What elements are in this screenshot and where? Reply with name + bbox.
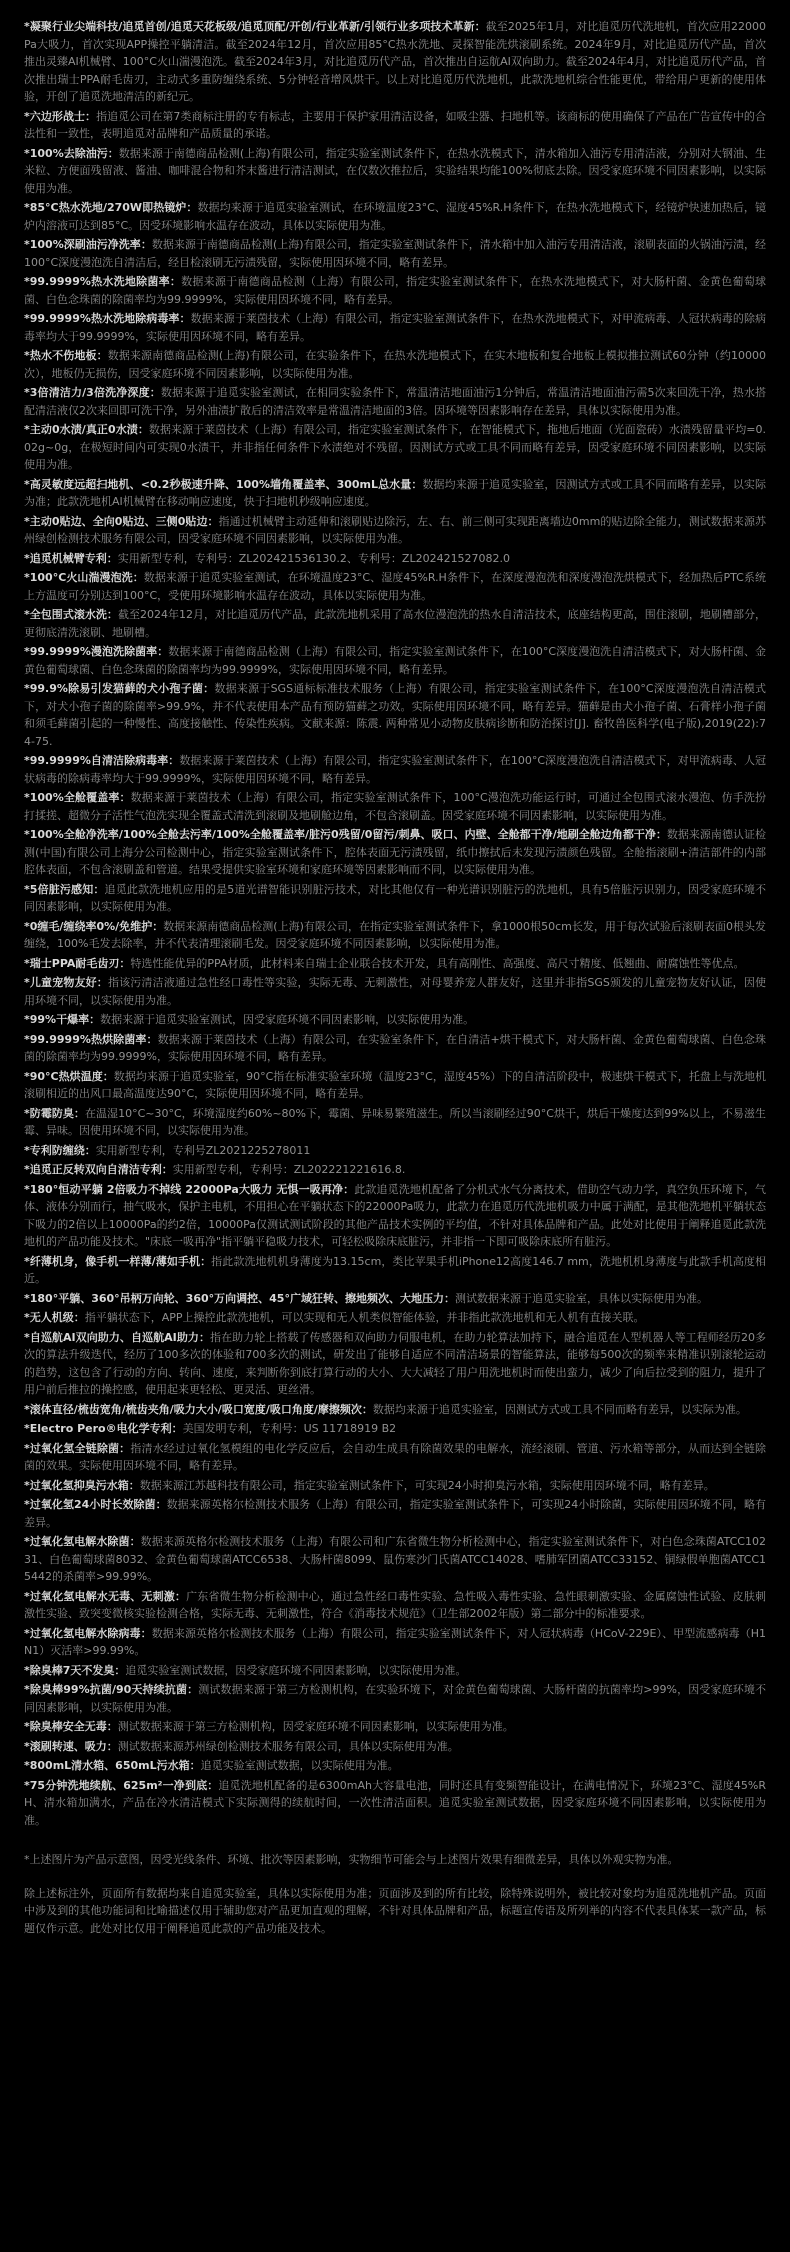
footnote-term: *3倍清洁力/3倍洗净深度： (24, 386, 161, 399)
footnote-item (24, 569, 766, 604)
footnote-term: *Electro Pero®电化学专利： (24, 1422, 183, 1435)
footnote-text: 数据来源于南德商品检测(上海)有限公司，指定实验室测试条件下，在热水洗模式下，清水箱加入油污专用清洁液，分别对大钢油、生米粒、方便面残留液、酱油、咖啡混合物和芥末酱进行清洁测试，在仅数次推拉后，实验结果均能100%彻底去除。因受家庭环境不同因素影响，以实际使用为准。 (24, 146, 766, 195)
footnote-text: 指追觅公司在第7类商标注册的专有标志，主要用于保护家用清洁设备，如吸尘器、扫地机等。该商标的使用确保了产品在广告宣传中的合法性和一致性，表明追觅对品牌和产品质量的承诺。 (24, 109, 766, 140)
footnote-term: *5倍脏污感知： (24, 882, 105, 896)
image-disclaimer: *上述图片为产品示意图，因受光线条件、环境、批次等因素影响，实物细节可能会与上述图片效果有细微差异，具体以外观实物为准。 (24, 1853, 679, 1866)
footnote-text: 数据均来源于追觅实验室，因测试方式或工具不同而略有差异，以实际为准。 (372, 1402, 747, 1416)
footnote-item (24, 1662, 766, 1680)
footnote-text: 截至2024年12月，对比追觅历代产品，此款洗地机采用了高水位漫泡洗的热水自清洁技术，底座结构更高，围住滚刷，地刷槽部分，更彻底清洗滚刷、地刷槽。 (24, 608, 766, 639)
footnote-term: *除臭棒7天不发臭： (24, 1663, 126, 1677)
footnote-text: 实用新型专利，专利号ZL2021225278011 (95, 1143, 311, 1157)
footnote-item (24, 1718, 766, 1736)
footnote-text: 数据来源于南德商品检测(上海)有限公司，指定实验室测试条件下，清水箱中加入油污专用清洁液，滚刷表面的火锅油污渍，经100°C深度漫泡洗自清洁后，经目检滚刷无污渍残留，实际使用因环境不同，略有差异。 (24, 238, 766, 269)
footnote-text: 指该污清洁液通过急性经口毒性等实验，实际无毒、无刺激性，对母婴养宠人群友好，这里并非指SGS颁发的儿童宠物友好认证，因使用环境不同，以实际使用为准。 (24, 976, 766, 1007)
footnote-item (24, 18, 766, 106)
footnote-text: 追觅实验室测试数据，以实际使用为准。 (200, 1759, 399, 1772)
footnote-item (24, 108, 766, 143)
footnote-term: *追觅机械臂专利： (24, 551, 118, 565)
footnote-item (24, 974, 766, 1009)
footnote-item (24, 1181, 766, 1251)
footnote-item (24, 881, 766, 916)
footnote-term: *主动0贴边、全向0贴边、三侧0贴边： (24, 514, 219, 528)
footnote-term: *100%全舱净洗率/100%全舱去污率/100%全舱覆盖率/脏污0残留/0留污/刺鼻、吸口、内壁、全舱都干净/地刷全舱边角都干净： (24, 828, 667, 841)
footnote-text: 截至2025年1月，对比追觅历代洗地机，首次应用22000Pa大吸力，首次实现APP操控平躺清洁。截至2024年12月，首次应用85°C热水洗地、灵探智能洗烘滚刷系统。2024年9月，对比追觅历代产品，首次推出灵臻AI机械臂、100°C火山湍漫泡洗。截至2024年3月，对比追觅历代产品，首次推出自运航AI双向助力。截至2024年4月，对比追觅历代产品，首次推出瑞士PPA耐毛齿刃，主动式多重防缠绕系统、5分钟轻音增风烘干。以上对比追觅历代洗地机，此款洗地机综合性能更优，带给用户更新的使用体验，开创了追觅洗地清洁的新纪元。 (24, 20, 767, 103)
footnote-text: 数据来源于追觅实验室测试，因受家庭环境不同因素影响，以实际使用为准。 (100, 1013, 475, 1026)
data-source-note: 除上述标注外，页面所有数据均来自追觅实验室，具体以实际使用为准；页面涉及到的所有比较，除特殊说明外，被比较对象均为追觅洗地机产品。页面中涉及到的其他功能词和比喻描述仅用于辅助您对产品更加直观的理解，不针对具体品牌和产品，标题宣传语及所列举的内容不代表具体某一款产品，标题仅作示意。此处对比仅用于阐释追觅此款的产品功能及技术。 (24, 1886, 766, 1935)
footnote-item (24, 1625, 766, 1660)
footnote-text: 数据来源南德商品检测(上海)有限公司，在指定实验室测试条件下，拿1000根50cm长发，用于每次试验后滚刷表面0根头发缠绕，100%毛发去除率，并不代表清理滚刷毛发。因受家庭环境不同因素影响，以实际使用为准。 (24, 919, 766, 950)
footnote-text: 特选性能优异的PPA材质，此材料来自瑞士企业联合技术开发，具有高刚性、高强度、高尺寸精度、低翘曲、耐腐蚀性等优点。 (130, 956, 745, 970)
footnote-text: 数据均来源于追觅实验室，因测试方式或工具不同而略有差异，以实际为准；此款洗地机AI机械臂在移动响应速度，快于扫地机秒级响应速度。 (24, 477, 766, 508)
footnote-text: 数据来源英格尔检测技术服务（上海）有限公司和广东省微生物分析检测中心，指定实验室测试条件下，对白色念珠菌ATCC10231、白色葡萄球菌8032、金黄色葡萄球菌ATCC6538、大肠杆菌8099、鼠伤寒沙门氏菌ATCC14028、嗜肺军团菌ATCC33152、铜绿假单胞菌ATCC15442的杀菌率>99.99%。 (24, 1535, 766, 1583)
footnote-term: *凝聚行业尖端科技/追觅首创/追觅天花板级/追觅顶配/开创/行业革新/引领行业多项技术革新： (24, 20, 486, 33)
footnote-term: *过氧化氢电解水无毒、无刺激： (24, 1589, 187, 1603)
footnote-text: 美国发明专利，专利号：US 11718919 B2 (182, 1422, 397, 1435)
footnote-term: *99.9999%热烘除菌率： (24, 1032, 158, 1046)
footnote-item (24, 955, 766, 973)
footnote-item (24, 1309, 766, 1327)
footnote-text: 追觅洗地机配备的是6300mAh大容量电池，同时还具有变频智能设计，在满电情况下，环境23°C、湿度45%RH、清水箱加满水，产品在冷水清洁模式下实际测得的续航时间，一次性清洁面积。追觅实验室测试数据，因受家庭环境不同因素影响，以实际使用为准。 (24, 1778, 766, 1827)
footnote-term: *过氧化氢电解水除菌： (24, 1535, 141, 1548)
footnote-item (24, 1401, 766, 1419)
page-footer (24, 1851, 766, 1937)
footnote-term: *无人机级： (24, 1311, 85, 1324)
footnote-text: 追觅实验室测试数据，因受家庭环境不同因素影响，以实际使用为准。 (125, 1663, 467, 1677)
footnote-term: *过氧化氢全链除菌： (24, 1441, 131, 1455)
footnote-text: 在温湿10°C~30°C，环境湿度约60%~80%下，霉菌、异味易繁殖滋生。所以当滚刷经过90°C烘干，烘后干燥度达到99%以上，不易滋生霉、异味。因使用环境不同，以实际使用为准。 (24, 1106, 766, 1137)
footnote-term: *过氧化氢抑臭污水箱： (24, 1478, 140, 1492)
footnote-text: 数据均来源于追觅实验室测试，在环境温度23°C、湿度45%R.H条件下，在热水洗地模式下，经镜炉快速加热后，镜炉内溶液可达到85°C。因受环境影响水温存在波动，具体以实际使用为准。 (24, 201, 766, 232)
footnote-text: 广东省微生物分析检测中心，通过急性经口毒性实验、急性吸入毒性实验、急性眼刺激实验、金属腐蚀性试验、皮肤刺激性实验、致突变微核实验检测合格，实际无毒、无刺激性，符合《消毒技术规范》（卫生部2002年版）第二部分中的标准要求。 (24, 1589, 766, 1620)
footnote-text: 数据来源于追觅实验室测试，在相同实验条件下，常温清洁地面油污1分钟后，常温清洁地面油污需5次来回洗干净，热水搭配清洁液仅2次来回即可洗干净，另外油渍扩散后的清洁效率是常温清洁地面的3倍。因环境等因素影响存在差异，具体以实际使用为准。 (24, 386, 767, 417)
footnote-text: 测试数据来源于第三方检测机构，在实验环境下，对金黄色葡萄球菌、大肠杆菌的抗菌率均>99%，因受家庭环境不同因素影响，以实际使用为准。 (24, 1683, 766, 1714)
footnote-term: *85°C热水洗地/270W即热镜炉： (24, 201, 198, 214)
footnote-term: *100°C火山湍漫泡洗： (24, 571, 144, 584)
footnote-term: *100%深刷油污净洗率： (24, 238, 152, 251)
footnote-term: *180°恒动平躺 2倍吸力不掉线 22000Pa大吸力 无惧一吸再净： (24, 1182, 355, 1196)
footnote-term: *纤薄机身，像手机一样薄/薄如手机： (24, 1254, 212, 1268)
footnote-text: 追觅此款洗地机应用的是5道光谱智能识别脏污技术，对比其他仅有一种光谱识别脏污的洗地机，具有5倍脏污识别力，因受家庭环境不同因素影响，以实际使用为准。 (24, 882, 766, 913)
footnote-term: *儿童宠物友好： (24, 976, 108, 989)
footnote-item (24, 199, 766, 234)
footnote-term: *专利防缠绕： (24, 1143, 96, 1157)
footnote-item (24, 789, 766, 824)
footnote-text: 指平躺状态下，APP上操控此款洗地机，可以实现和无人机类似智能体验，并非指此款洗地机和无人机有直接关联。 (84, 1311, 645, 1324)
footnote-text: 数据来源于南德商品检测（上海）有限公司，指定实验室测试条件下，在100°C深度漫泡洗自清洁模式下，对大肠杆菌、金黄色葡萄球菌、白色念珠菌的除菌率均为99.9999%，实际使用因环境不同，略有差异。 (24, 645, 766, 676)
footnote-text: 实用新型专利，专利号：ZL202421536130.2、专利号：ZL202421527082.0 (117, 551, 511, 565)
footnote-text: 指在助力轮上搭载了传感器和双向助力伺服电机，在助力轮算法加持下，融合追觅在人型机器人等工程师经历20多次的算法升级迭代，经历了100多次的体验和700多次的测试，研发出了能够自适应不同清洁场景的智能算法，能够每500次的频率来精准识别滚轮运动的趋势，这包含了行动的方向、转向、速度，来判断你到底打算行动的大小、大大减轻了用户用洗地机时而使出蛮力，减少了向后拉受到的阻力，提升了用户前后推拉的操控感，使用起来更轻松、更灵活、更丝滑。 (24, 1330, 767, 1396)
footnote-list (24, 18, 766, 1829)
footnote-item (24, 476, 766, 511)
footnote-text: 数据来源英格尔检测技术服务（上海）有限公司，指定实验室测试条件下，可实现24小时除菌，实际使用因环境不同，略有差异。 (24, 1498, 766, 1529)
footnote-term: *0缠毛/缠绕率0%/免维护： (24, 919, 164, 933)
footnote-item (24, 1757, 766, 1775)
footnote-item (24, 918, 766, 953)
footnote-term: *75分钟洗地续航、625m²一净到底： (24, 1778, 219, 1792)
footnote-item (24, 1253, 766, 1288)
footnote-term: *除臭棒99%抗菌/90天持续抗菌： (24, 1683, 199, 1696)
footnote-item (24, 145, 766, 198)
footnote-text: 测试数据来源于第三方检测机构，因受家庭环境不同因素影响，以实际使用为准。 (117, 1720, 514, 1733)
footnote-item (24, 1420, 766, 1438)
footnote-term: *100%去除油污： (24, 146, 119, 160)
footnote-term: *99.9%除易引发猫藓的犬小孢子菌： (24, 682, 215, 695)
footnote-item (24, 513, 766, 548)
footnote-item (24, 1105, 766, 1140)
footnote-term: *过氧化氢电解水除病毒： (24, 1626, 152, 1640)
footnote-item (24, 1777, 766, 1830)
footnote-item (24, 826, 766, 879)
footnote-term: *800mL清水箱、650mL污水箱： (24, 1759, 201, 1772)
footnote-text: 数据来源于莱茵技术（上海）有限公司，指定实验室测试条件下，在热水洗地模式下，对甲流病毒、人冠状病毒的除病毒率均大于99.9999%，实际使用因环境不同，略有差异。 (24, 312, 767, 343)
footnote-item (24, 1329, 766, 1399)
footnote-text: 此款追觅洗地机配备了分机式水气分离技术，借助空气动力学，真空负压环境下，气体、液体分别而行，抽气吸水，保护主电机，不用担心在平躺状态下的22000Pa吸力，此款力在追觅历代洗地机吸力中属于满配，是其他洗地机平躺状态下吸力的2倍以上10000Pa的约2倍，10000Pa仅测试测试阶段的其他产品技术实例的平均值，不针对具体品牌和产品。此处对比使用于阐释追觅此款洗地机的产品功能及技术。"床底一吸再净"指平躺平稳吸力技术，可轻松吸除床底脏污，并非指一下即可吸除床底所有脏污。 (24, 1182, 766, 1248)
footnote-item (24, 273, 766, 308)
footnote-text: 数据来源英格尔检测技术服务（上海）有限公司，指定实验室测试条件下，对人冠状病毒（HCoV-229E）、甲型流感病毒（H1N1）灭活率>99.99%。 (24, 1626, 766, 1657)
footnote-term: *99.9999%漫泡洗除菌率： (24, 645, 169, 658)
footnote-term: *90°C热烘温度： (24, 1069, 114, 1083)
footnote-item (24, 421, 766, 474)
footnote-term: *100%全舱覆盖率： (24, 791, 131, 804)
footnote-item (24, 1011, 766, 1029)
footnote-text: 实用新型专利，专利号：ZL202221221616.8. (172, 1163, 406, 1176)
footnote-term: *六边形战士： (24, 109, 97, 123)
footnote-text: 数据均来源于追觅实验室，90°C指在标准实验室环境（温度23°C，湿度45%）下的自清洁阶段中，极速烘干模式下，托盘上与洗地机滚刷相近的出风口最高温度达90°C，实际使用因环境不同，略有差异。 (24, 1069, 766, 1100)
footnote-term: *过氧化氢24小时长效除菌： (24, 1498, 167, 1511)
footnote-item (24, 643, 766, 678)
footnote-item (24, 1588, 766, 1623)
footnote-item (24, 752, 766, 787)
footnote-item (24, 347, 766, 382)
footnote-term: *瑞士PPA耐毛齿刃： (24, 956, 131, 970)
footnote-term: *99%干爆率： (24, 1013, 101, 1026)
footnote-text: 数据来源南德商品检测(上海)有限公司，在实验条件下，在热水洗地模式下，在实木地板和复合地板上模拟推拉测试60分钟（约10000次），地板仍无损伤，因受家庭环境不同因素影响，以实际使用为准。 (24, 349, 766, 380)
footnote-item (24, 1533, 766, 1586)
footnote-term: *99.9999%热水洗地除病毒率： (24, 312, 191, 325)
footnote-term: *99.9999%自清洁除病毒率： (24, 754, 180, 767)
footnote-term: *滚刷转速、吸力： (24, 1739, 118, 1753)
footnote-text: 数据来源于莱茵技术（上海）有限公司，在实验室条件下，在自清洁+烘干模式下，对大肠杆菌、金黄色葡萄球菌、白色念珠菌的除菌率均为99.9999%，实际使用因环境不同，略有差异。 (24, 1032, 766, 1063)
footnote-item (24, 1161, 766, 1179)
footnote-text: 数据来源于南德商品检测（上海）有限公司，指定实验室测试条件下，在热水洗地模式下，对大肠杆菌、金黄色葡萄球菌、白色念珠菌的除菌率均为99.9999%，实际使用因环境不同，略有差异。 (24, 275, 767, 306)
footnote-item (24, 1738, 766, 1756)
footnote-text: 测试数据来源于追觅实验室，具体以实际使用为准。 (454, 1291, 708, 1305)
footnote-term: *滚体直径/梳齿宽角/梳齿夹角/吸力大小/吸口宽度/吸口角度/摩擦频次： (24, 1402, 373, 1416)
footnote-text: 测试数据来源苏州绿创检测技术服务有限公司，具体以实际使用为准。 (117, 1739, 459, 1753)
footnote-text: 数据来源于莱茵技术（上海）有限公司，指定实验室测试条件下，100°C漫泡洗功能运行时，可通过全包围式滚水漫泡、仿手洗扮打揉搓、超微分子活性气泡洗实现全覆盖式清洗到滚刷及地刷舱边角，不包含滚刷盖。因受家庭环境不同因素影响，以实际使用为准。 (24, 791, 766, 822)
footnote-text: 指通过机械臂主动延伸和滚刷贴边除污，左、右、前三侧可实现距离墙边0mm的贴边除全能力，测试数据来源苏州绿创检测技术服务有限公司，因受家庭环境不同因素影响，以实际使用为准。 (24, 514, 766, 545)
footnote-term: *主动0水渍/真正0水渍： (24, 423, 149, 436)
footnote-term: *99.9999%热水洗地除菌率： (24, 275, 182, 288)
footnote-term: *热水不伤地板： (24, 349, 108, 362)
footnote-item (24, 384, 766, 419)
footnote-item (24, 1031, 766, 1066)
footnote-item (24, 1290, 766, 1308)
footnote-term: *追觅正反转双向自清洁专利： (24, 1163, 173, 1176)
footnote-item (24, 680, 766, 750)
footnote-text: 指清水经过过氧化氢模组的电化学反应后，会自动生成具有除菌效果的电解水，流经滚刷、管道、污水箱等部分，从而达到全链除菌的效果。实际使用因环境不同，略有差异。 (24, 1441, 766, 1472)
footnote-text: 指此款洗地机机身薄度为13.15cm，类比苹果手机iPhone12高度146.7 mm，洗地机机身薄度与此款手机高度相近。 (24, 1254, 766, 1285)
footnote-item (24, 1681, 766, 1716)
footnote-item (24, 236, 766, 271)
footnote-text: 数据来源南德认证检测(中国)有限公司上海分公司检测中心，指定实验室测试条件下，腔体表面无污渍残留，纸巾擦拭后未发现污渍颜色残留。全舱指滚刷+清洁部件的内部腔体表面，不包含滚刷盖和管道。结果受提供实验室环境和家庭环境等因素影响而不同，以实际使用为准。 (24, 828, 766, 876)
footnote-term: *高灵敏度远超扫地机、<0.2秒极速升降、100%墙角覆盖率、300mL总水量： (24, 477, 423, 491)
footnote-term: *自巡航AI双向助力、自巡航AI助力： (24, 1330, 211, 1344)
footnote-text: 数据来源于追觅实验室测试，在环境温度23°C、湿度45%R.H条件下，在深度漫泡洗和深度漫泡洗烘模式下，经加热后PTC系统上方温度可分别达到100°C，受使用环境影响水温存在波动，具体以实际使用为准。 (24, 571, 766, 602)
footnote-text: 数据来源于莱茵技术（上海）有限公司，指定实验室测试条件下，在100°C深度漫泡洗自清洁模式下，对甲流病毒、人冠状病毒的除病毒率均大于99.9999%，实际使用因环境不同，略有差异。 (24, 754, 766, 785)
footnote-item (24, 550, 766, 568)
footnote-item (24, 1142, 766, 1160)
footnote-item (24, 1477, 766, 1495)
footnote-item (24, 1440, 766, 1475)
footnote-item (24, 606, 766, 641)
footnote-item (24, 1496, 766, 1531)
footnote-item (24, 310, 766, 345)
footnote-text: 数据来源于SGS通标标准技术服务（上海）有限公司，指定实验室测试条件下，在100°C深度漫泡洗自清洁模式下，对犬小孢子菌的除菌率>99.9%，并不代表使用本产品有预防猫藓之功效。实际使用因环境不同，略有差异。猫藓是由犬小孢子菌、石膏样小孢子菌和须毛藓菌引起的一种慢性、高度接触性、传染性疾病。文献来源：陈震. 两种常见小动物皮肤病诊断和防治探讨[J]. 畜牧兽医科学(电子版),2019(22):74-75. (24, 682, 766, 748)
footnote-term: *全包围式滚水洗： (24, 608, 118, 621)
footnote-item (24, 1068, 766, 1103)
footnote-text: 数据来源江苏越科技有限公司，指定实验室测试条件下，可实现24小时抑臭污水箱，实际使用因环境不同，略有差异。 (139, 1478, 715, 1492)
footnote-term: *180°平躺、360°吊柄万向轮、360°万向调控、45°广域狂转、擦地频次、大地压力： (24, 1291, 455, 1305)
footnote-term: *除臭棒安全无毒： (24, 1720, 118, 1733)
footnote-term: *防霉防臭： (24, 1106, 85, 1120)
footnote-text: 数据来源于莱茵技术（上海）有限公司，指定实验室测试条件下，在智能模式下，拖地后地面（光面瓷砖）水渍残留量平均=0.02g~0g，在极短时间内可实现0水渍干，并非指任何条件下水渍绝对不残留。因测试方式或工具不同而略有差异，因受家庭环境不同因素影响，以实际使用为准。 (24, 423, 767, 471)
